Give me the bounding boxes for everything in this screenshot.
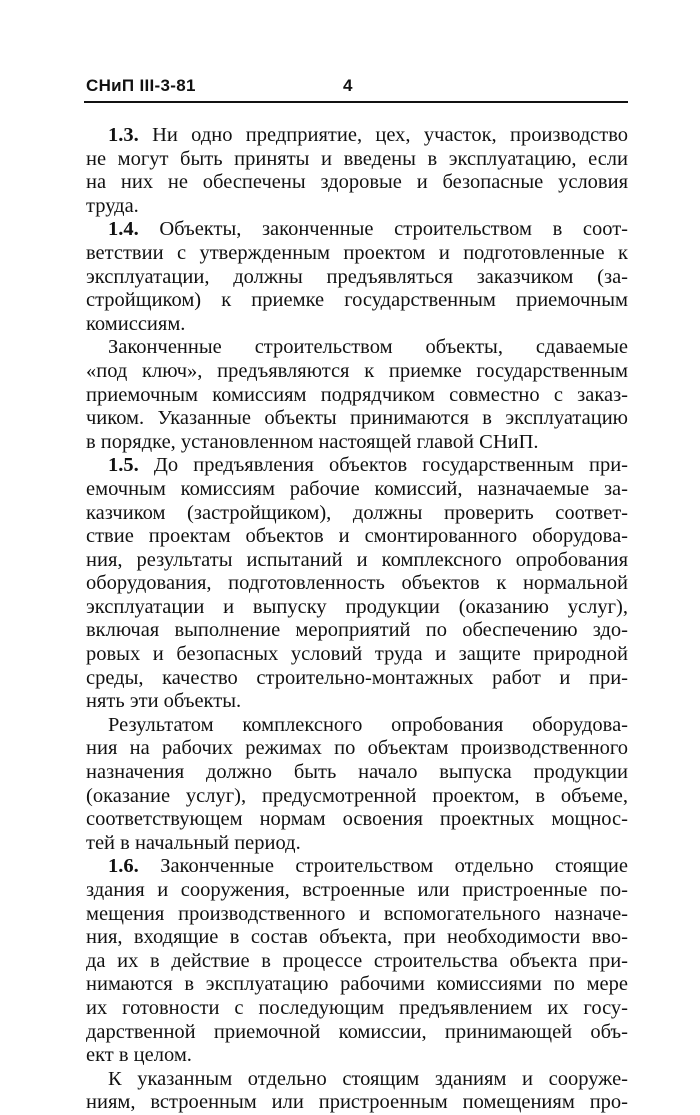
line-text: Законченные строительством отдельно стоящие bbox=[160, 855, 628, 878]
text-line bbox=[86, 360, 628, 384]
paragraph bbox=[86, 218, 628, 336]
line-text: емочным комиссиям рабочие комиссий, назначаемые за- bbox=[86, 477, 628, 500]
line-text: ния на рабочих режимах по объектам производственного bbox=[86, 737, 628, 760]
paragraph bbox=[86, 124, 628, 218]
text-line bbox=[86, 148, 628, 172]
text-line bbox=[86, 973, 628, 997]
text-line bbox=[86, 289, 628, 313]
paragraph bbox=[86, 1068, 628, 1115]
paragraph bbox=[86, 855, 628, 1067]
text-line bbox=[86, 171, 628, 195]
text-line bbox=[86, 1091, 628, 1115]
text-line bbox=[86, 667, 628, 691]
paragraph bbox=[86, 454, 628, 714]
line-text: казчиком (застройщиком), должны проверить соответ- bbox=[86, 501, 628, 524]
text-line bbox=[86, 596, 628, 620]
text-line bbox=[86, 242, 628, 266]
text-line bbox=[86, 761, 628, 785]
line-text: ния, входящие в состав объекта, при необходимости вво- bbox=[86, 926, 628, 949]
line-text: оборудования, подготовленность объектов к нормальной bbox=[86, 572, 628, 595]
clause-number: 1.6. bbox=[108, 855, 161, 878]
text-line bbox=[86, 690, 628, 714]
text-line bbox=[86, 572, 628, 596]
text-line bbox=[86, 926, 628, 950]
document-code: СНиП III-3-81 bbox=[86, 76, 196, 95]
line-text: да их в действие в процессе строительства объекта при- bbox=[86, 949, 628, 972]
text-line bbox=[86, 1044, 628, 1068]
line-text: ект в целом. bbox=[86, 1044, 192, 1067]
line-text: эксплуатации, должны предъявляться заказчиком (за- bbox=[86, 265, 628, 288]
line-text: Объекты, законченные строительством в соот- bbox=[159, 218, 628, 241]
text-line bbox=[86, 737, 628, 761]
line-text: К указанным отдельно стоящим зданиям и сооруже- bbox=[108, 1067, 628, 1090]
line-text: «под ключ», предъявляются к приемке государственным bbox=[86, 359, 628, 382]
line-text: ствие проектам объектов и смонтированного оборудова- bbox=[86, 525, 628, 548]
text-line bbox=[86, 124, 628, 148]
line-text: тей в начальный период. bbox=[86, 831, 301, 854]
text-line bbox=[86, 525, 628, 549]
clause-number: 1.3. bbox=[108, 124, 153, 146]
text-line bbox=[86, 195, 628, 219]
line-text: не могут быть приняты и введены в эксплуатацию, если bbox=[86, 147, 628, 170]
line-text: Результатом комплексного опробования оборудова- bbox=[108, 713, 628, 736]
line-text: комиссиям. bbox=[86, 312, 186, 335]
line-text: назначения должно быть начало выпуска продукции bbox=[86, 761, 628, 784]
line-text: ровых и безопасных условий труда и защите природной bbox=[86, 643, 628, 666]
text-line bbox=[86, 785, 628, 809]
text-line bbox=[86, 431, 628, 455]
line-text: Законченные строительством объекты, сдаваемые bbox=[108, 336, 628, 359]
text-line bbox=[86, 407, 628, 431]
page-header bbox=[86, 76, 626, 102]
text-line bbox=[86, 643, 628, 667]
text-line bbox=[86, 454, 628, 478]
text-line bbox=[86, 997, 628, 1021]
text-line bbox=[86, 313, 628, 337]
line-text: здания и сооружения, встроенные или пристроенные по- bbox=[86, 879, 628, 901]
line-text: ниям, встроенным или пристроенным помещениям про- bbox=[86, 1091, 628, 1114]
text-line bbox=[86, 1068, 628, 1092]
line-text: включая выполнение мероприятий по обеспечению здо- bbox=[86, 619, 628, 642]
text-line bbox=[86, 266, 628, 290]
line-text: приемочным комиссиям подрядчиком совместно с заказ- bbox=[86, 383, 628, 406]
line-text: ветствии с утвержденным проектом и подготовленные к bbox=[86, 241, 628, 264]
line-text: нимаются в эксплуатацию рабочими комиссиями по мере bbox=[86, 973, 628, 996]
text-line bbox=[86, 549, 628, 573]
page-number: 4 bbox=[343, 76, 353, 95]
line-text: среды, качество строительно-монтажных работ и при- bbox=[86, 666, 628, 689]
line-text: в порядке, установленном настоящей главой СНиП. bbox=[86, 430, 539, 453]
text-line bbox=[86, 619, 628, 643]
text-line bbox=[86, 336, 628, 360]
text-line bbox=[86, 832, 628, 856]
line-text: нять эти объекты. bbox=[86, 690, 242, 713]
header-divider bbox=[84, 101, 628, 103]
line-text: ния, результаты испытаний и комплексного опробования bbox=[86, 548, 628, 571]
line-text: труда. bbox=[86, 194, 139, 217]
line-text: мещения производственного и вспомогательного назначе- bbox=[86, 902, 628, 925]
text-line bbox=[86, 1021, 628, 1045]
line-text: чиком. Указанные объекты принимаются в эксплуатацию bbox=[86, 407, 628, 430]
paragraph bbox=[86, 336, 628, 454]
line-text: соответствующем нормам освоения проектных мощнос- bbox=[86, 808, 628, 831]
text-line bbox=[86, 855, 628, 879]
line-text: дарственной приемочной комиссии, принимающей объ- bbox=[86, 1020, 628, 1043]
line-text: стройщиком) к приемке государственным приемочным bbox=[86, 289, 628, 312]
text-line bbox=[86, 502, 628, 526]
text-line bbox=[86, 478, 628, 502]
text-line bbox=[86, 808, 628, 832]
text-line bbox=[86, 879, 628, 903]
clause-number: 1.5. bbox=[108, 454, 154, 477]
line-text: на них не обеспечены здоровые и безопасные условия bbox=[86, 171, 628, 194]
line-text: Ни одно предприятие, цех, участок, производство bbox=[152, 124, 628, 146]
text-line bbox=[86, 950, 628, 974]
text-line bbox=[86, 903, 628, 927]
line-text: До предъявления объектов государственным при- bbox=[153, 454, 628, 477]
body-text bbox=[86, 124, 628, 1115]
text-line bbox=[86, 384, 628, 408]
line-text: (оказание услуг), предусмотренной проектом, в объеме, bbox=[86, 784, 628, 807]
line-text: эксплуатации и выпуску продукции (оказанию услуг), bbox=[86, 595, 628, 618]
text-line bbox=[86, 218, 628, 242]
line-text: их готовности с последующим предъявлением их госу- bbox=[86, 996, 628, 1019]
paragraph bbox=[86, 714, 628, 856]
text-line bbox=[86, 714, 628, 738]
clause-number: 1.4. bbox=[108, 218, 160, 241]
